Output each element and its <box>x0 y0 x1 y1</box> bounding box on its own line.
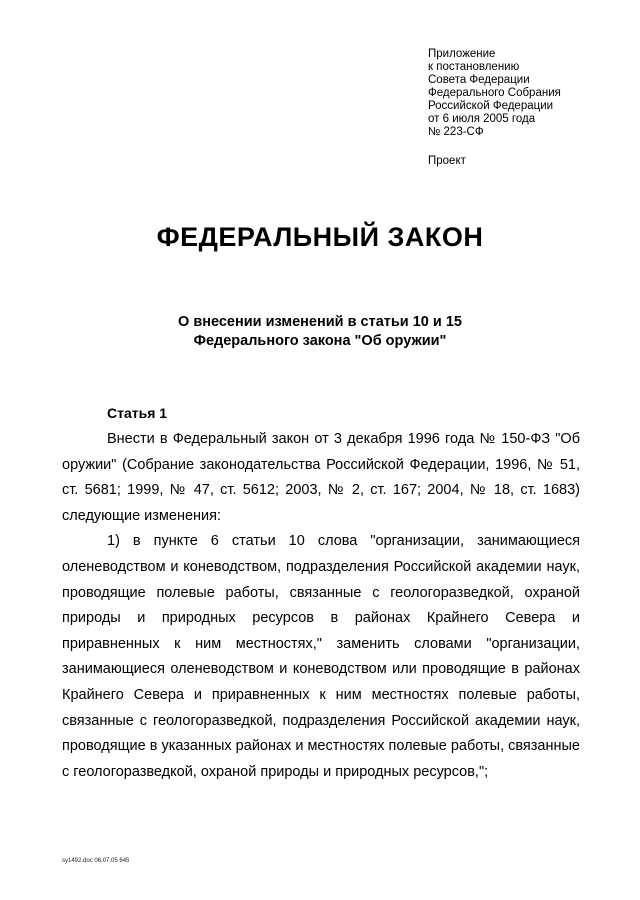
document-subtitle <box>0 313 640 351</box>
project-label: Проект <box>428 155 466 167</box>
article-body <box>62 427 580 785</box>
article-heading: Статья 1 <box>107 405 168 421</box>
appendix-line: от 6 июля 2005 года <box>428 113 536 125</box>
subtitle-line-1: О внесении изменений в статьи 10 и 15 <box>178 314 462 330</box>
appendix-block <box>428 48 628 139</box>
appendix-line: Совета Федерации <box>428 74 530 86</box>
paragraph-item-1: 1) в пункте 6 статьи 10 слова "организации, занимающиеся оленеводством и коневодством, подразделения Российской академии наук, проводящие полевые работы, связанные с геологоразведкой, охраной природы и природных ресурсов в районах Крайнего Севера и приравненных к ним местностях," заменить словами "организации, занимающиеся оленеводством и коневодством или проводящие в районах Крайнего Севера и приравненных к ним местностях полевые работы, связанные с геологоразведкой, подразделения Российской академии наук, проводящие в указанных районах и местностях полевые работы, связанные с геологоразведкой, охраной природы и природных ресурсов,"; <box>62 533 580 780</box>
document-title: ФЕДЕРАЛЬНЫЙ ЗАКОН <box>156 222 484 252</box>
appendix-line: Приложение <box>428 48 496 60</box>
appendix-line: Российской Федерации <box>428 100 554 112</box>
file-footer: sy1492.doc 06.07.05 645 <box>62 858 130 864</box>
appendix-line: Федерального Собрания <box>428 87 561 99</box>
subtitle-line-2: Федерального закона "Об оружии" <box>193 333 447 349</box>
appendix-line: № 223-СФ <box>428 126 484 138</box>
paragraph-intro: Внести в Федеральный закон от 3 декабря 1996 года № 150-ФЗ "Об оружии" (Собрание законодательства Российской Федерации, 1996, № 51, ст. 5681; 1999, № 47, ст. 5612; 2003, № 2, ст. 167; 2004, № 18, ст. 1683) следующие изменения: <box>62 431 580 524</box>
appendix-line: к постановлению <box>428 61 520 73</box>
